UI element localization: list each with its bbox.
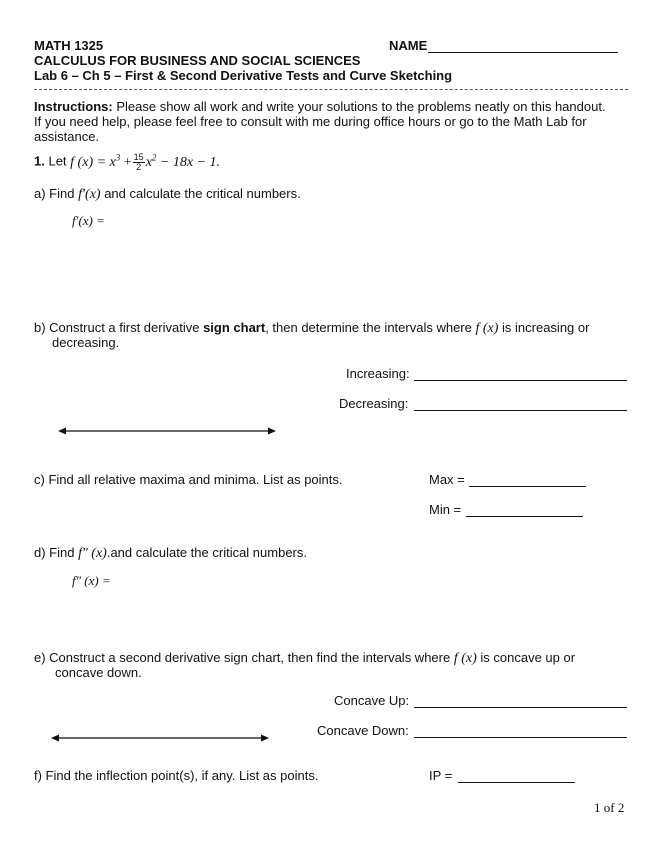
decreasing-label: Decreasing: xyxy=(339,396,409,411)
function-fx: f (x) = x xyxy=(70,154,116,170)
fraction-denominator: 2 xyxy=(136,161,142,172)
fraction-numerator: 15 xyxy=(133,151,144,162)
course-number: MATH 1325 xyxy=(34,38,104,53)
exponent-3: 3 xyxy=(115,152,121,162)
instructions-line-1 xyxy=(34,99,606,114)
concave-up-answer-line[interactable] xyxy=(414,707,627,708)
instructions-line-2: If you need help, please feel free to consult with me during office hours or go to the Math Lab for xyxy=(34,114,587,129)
part-e-pre: e) Construct a second derivative sign chart, then find the intervals where xyxy=(34,650,454,665)
concave-down-label: Concave Down: xyxy=(317,723,409,738)
page-number: 1 of 2 xyxy=(594,800,625,815)
part-e-question-line-2: concave down. xyxy=(55,665,142,680)
part-c-question: c) Find all relative maxima and minima. List as points. xyxy=(34,472,343,487)
part-d-pre: d) Find xyxy=(34,545,79,560)
part-b-fx: f (x) xyxy=(475,321,499,336)
decreasing-answer-line[interactable] xyxy=(414,410,627,411)
lab-title: Lab 6 – Ch 5 – First & Second Derivative Tests and Curve Sketching xyxy=(34,68,453,83)
part-d-post: .and calculate the critical numbers. xyxy=(106,545,307,560)
ip-label: IP = xyxy=(429,768,453,783)
sign-chart-term: sign chart xyxy=(203,320,266,335)
exponent-2: 2 xyxy=(151,152,157,162)
part-b-question-line-2: decreasing. xyxy=(52,335,120,350)
name-label: NAME xyxy=(389,38,428,53)
problem-number: 1. xyxy=(34,153,45,169)
min-label: Min = xyxy=(429,502,462,517)
problem-1-statement xyxy=(34,146,220,174)
increasing-label: Increasing: xyxy=(346,366,410,381)
name-field[interactable] xyxy=(428,52,618,53)
problem-let: Let xyxy=(48,153,67,169)
part-d-question xyxy=(34,545,307,562)
plus-sign: + xyxy=(123,154,132,170)
part-f-question: f) Find the inflection point(s), if any. List as points. xyxy=(34,768,319,783)
part-a-post: and calculate the critical numbers. xyxy=(100,186,301,201)
ip-answer-line[interactable] xyxy=(458,782,575,783)
part-e-fx: f (x) xyxy=(453,651,477,666)
second-derivative-symbol: f″ (x) xyxy=(78,546,107,561)
part-b-post: is increasing or xyxy=(498,320,590,335)
instructions-text-1: Please show all work and write your solutions to the problems neatly on this handout. xyxy=(112,99,606,114)
instructions-line-3: assistance. xyxy=(34,129,100,144)
function-definition xyxy=(70,151,221,172)
max-answer-line[interactable] xyxy=(469,486,586,487)
concave-down-answer-line[interactable] xyxy=(414,737,627,738)
part-b-mid: , then determine the intervals where xyxy=(265,320,476,335)
part-b-pre: b) Construct a first derivative xyxy=(34,320,204,335)
fraction-15-over-2 xyxy=(133,153,145,172)
first-derivative-symbol: f′(x) xyxy=(78,187,101,202)
second-derivative-answer-label: f″ (x) = xyxy=(72,573,111,588)
min-answer-line[interactable] xyxy=(466,516,583,517)
first-derivative-answer-label: f′(x) = xyxy=(72,213,105,228)
part-a-question xyxy=(34,186,301,203)
separator-dashed-line xyxy=(34,89,628,90)
increasing-answer-line[interactable] xyxy=(414,380,627,381)
second-derivative-number-line xyxy=(51,732,269,744)
first-derivative-number-line xyxy=(58,425,276,437)
part-e-post: is concave up or xyxy=(476,650,576,665)
term-x: x xyxy=(145,154,152,170)
course-title: CALCULUS FOR BUSINESS AND SOCIAL SCIENCES xyxy=(34,53,361,68)
part-a-pre: a) Find xyxy=(34,186,79,201)
function-rest: − 18x − 1. xyxy=(159,154,221,170)
max-label: Max = xyxy=(429,472,465,487)
instructions-label: Instructions: xyxy=(34,99,113,114)
concave-up-label: Concave Up: xyxy=(334,693,410,708)
